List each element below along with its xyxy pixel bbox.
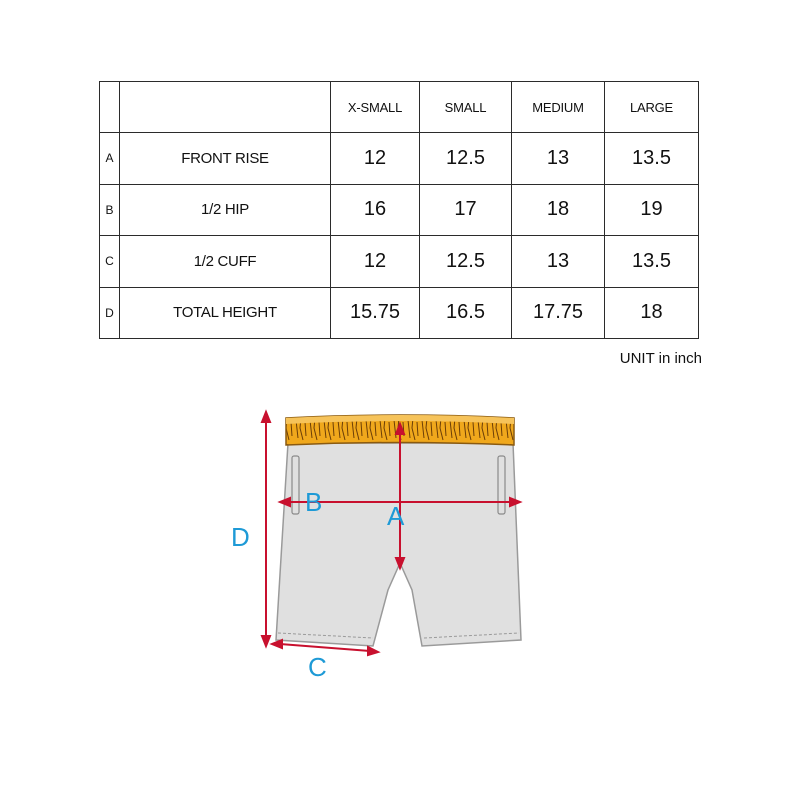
row-measurement-name: 1/2 HIP [120,184,331,236]
label-a: A [387,501,405,531]
row-letter: A [100,133,120,185]
label-b: B [305,487,323,517]
row-letter: D [100,287,120,339]
row-value: 15.75 [331,287,420,339]
row-value: 17 [420,184,512,236]
label-c: C [308,652,327,682]
row-value: 13 [512,236,605,288]
row-value: 16 [331,184,420,236]
row-measurement-name: TOTAL HEIGHT [120,287,331,339]
row-measurement-name: FRONT RISE [120,133,331,185]
row-value: 17.75 [512,287,605,339]
header-size-small: SMALL [420,82,512,133]
row-value: 12 [331,133,420,185]
row-value: 13.5 [605,236,699,288]
row-value: 12 [331,236,420,288]
row-value: 13 [512,133,605,185]
header-size-medium: MEDIUM [512,82,605,133]
row-letter: B [100,184,120,236]
row-value: 16.5 [420,287,512,339]
shorts-body [276,443,521,646]
header-size-xsmall: X-SMALL [331,82,420,133]
row-value: 18 [605,287,699,339]
unit-note: UNIT in inch [619,350,702,367]
measure-d [262,412,270,646]
row-letter: C [100,236,120,288]
row-value: 19 [605,184,699,236]
row-value: 18 [512,184,605,236]
header-size-large: LARGE [605,82,699,133]
row-value: 12.5 [420,133,512,185]
row-measurement-name: 1/2 CUFF [120,236,331,288]
label-d: D [231,522,250,552]
row-value: 12.5 [420,236,512,288]
row-value: 13.5 [605,133,699,185]
